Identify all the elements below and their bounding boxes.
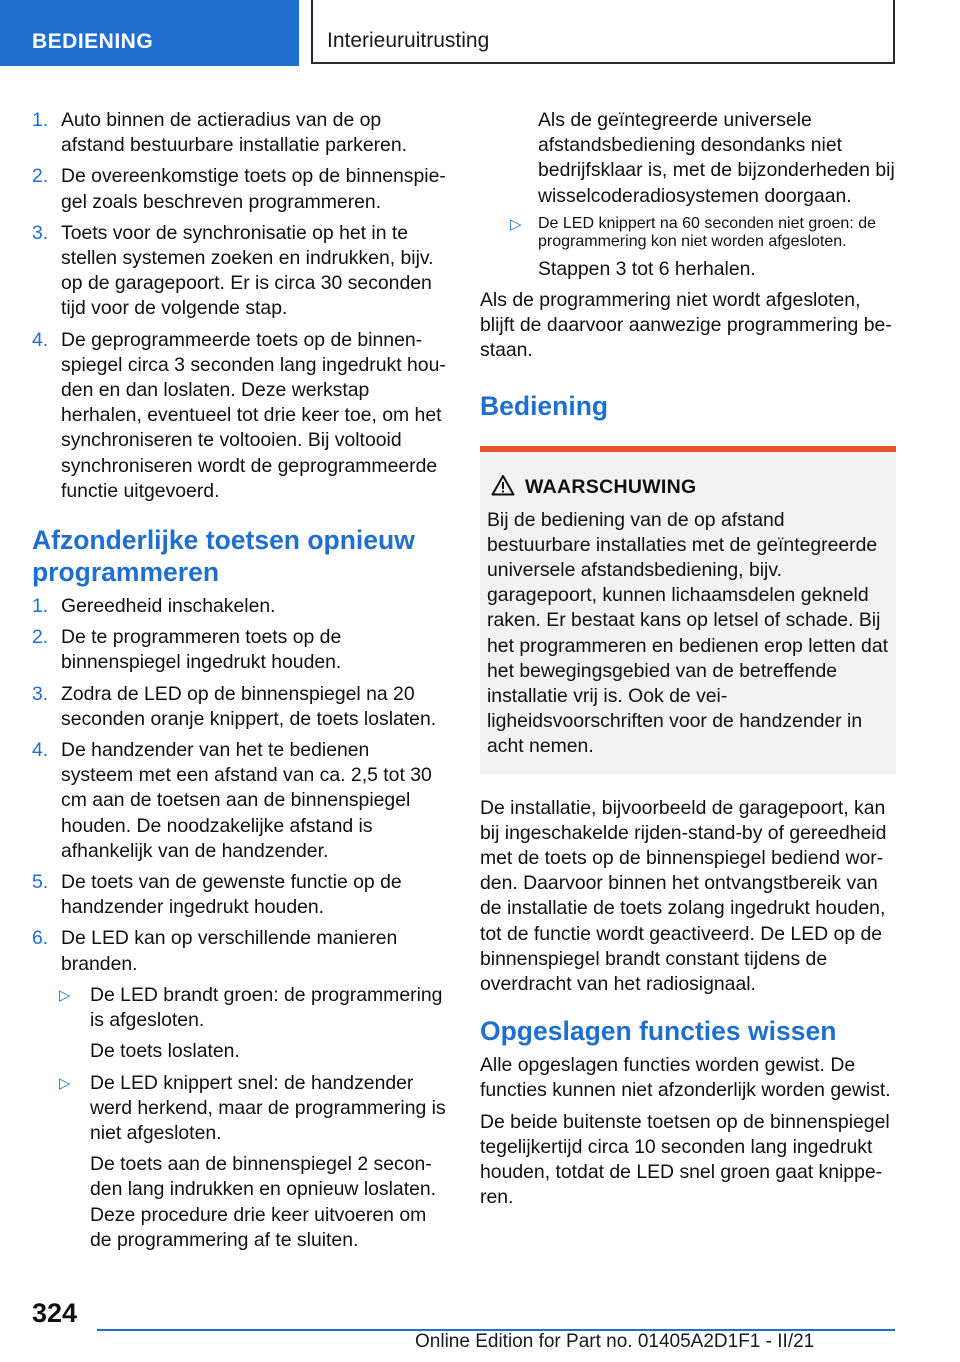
right-column	[480, 108, 896, 1217]
list-text: Zodra de LED op de binnenspiegel na 20 seconden oranje knippert, de toets loslaten.	[61, 682, 437, 730]
warning-triangle-icon	[491, 474, 515, 503]
list-item	[32, 738, 446, 864]
warning-title: WAARSCHUWING	[525, 475, 697, 498]
sub-list-item	[32, 1071, 446, 1147]
sub-list-text: De LED knippert na 60 seconden niet groen: de programmering kon niet worden afgesloten.	[538, 214, 877, 250]
sub-list-followup: De toets loslaten.	[90, 1040, 240, 1063]
list-item	[32, 926, 446, 976]
list-number: 1.	[32, 595, 49, 618]
list-number: 1.	[32, 109, 49, 131]
section-heading: Opgeslagen functies wissen	[480, 1016, 837, 1047]
sub-list-followup: De toets aan de binnenspiegel 2 seconden lang indrukken en opnieuw loslaten. Deze procedure drie keer uitvoeren om de programmering af te sluiten.	[90, 1153, 437, 1251]
section-heading: Afzonderlijke toetsen opnieuw programmeren	[32, 525, 415, 588]
sub-list-text: De LED brandt groen: de programmering is afgesloten.	[90, 983, 443, 1032]
page-number: 324	[32, 1298, 78, 1328]
list-item	[32, 108, 446, 158]
sub-list-item	[480, 215, 896, 251]
list-text: Auto binnen de actieradius van de op afstand bestuurbare installatie parkeren.	[61, 109, 408, 157]
warning-text: Bij de bediening van de op afstand bestuurbare installaties met de geïntegreerde universele afstandsbediening, bijv. garagepoort, kunnen lichaamsdelen gekneld raken. Er bestaat kans op letsel of schade. Bij het programmeren en bedienen erop letten dat het bewegingsgebied van de betreffende installatie vrij is. Ook de veiligheidsvoorschriften voor de handzender in acht nemen.	[487, 508, 889, 758]
list-item	[32, 594, 446, 619]
sub-list-followup: Stappen 3 tot 6 herhalen.	[538, 257, 756, 280]
list-text: De geprogrammeerde toets op de binnenspiegel circa 3 seconden lang ingedrukt houden en dan loslaten. Deze werkstap herhalen, eventueel tot drie keer toe, om het synchroniseren te voltooien. Bij voltooid synchroniseren wordt de geprogrammeerde functie uitgevoerd.	[61, 328, 446, 502]
list-number: 6.	[32, 927, 49, 950]
sub-list-item	[32, 983, 446, 1033]
list-item	[32, 164, 446, 214]
paragraph: De beide buitenste toetsen op de binnenspiegel tegelijkertijd circa 10 seconden lang ingedrukt houden, totdat de LED snel groen gaat knipperen.	[480, 1110, 890, 1209]
section-heading: Bediening	[480, 390, 609, 421]
list-item	[32, 682, 446, 732]
paragraph: De installatie, bijvoorbeeld de garagepoort, kan bij ingeschakelde rijden-stand-by of gereedheid met de toets op de binnenspiegel bediend worden. Daarvoor binnen het ontvangstbereik van de installatie de toets zolang ingedrukt houden, tot de functie wordt geactiveerd. De LED op de binnenspiegel brandt constant tijdens de overdracht van het radiosignaal.	[480, 796, 887, 996]
list-text: De te programmeren toets op de binnenspiegel ingedrukt houden.	[61, 626, 342, 674]
list-number: 3.	[32, 221, 49, 244]
list-item	[32, 221, 446, 322]
triangle-right-icon: ▷	[59, 1074, 71, 1092]
warning-box	[480, 446, 896, 774]
section-tab: BEDIENING	[0, 0, 299, 66]
list-item	[32, 328, 446, 504]
triangle-right-icon: ▷	[59, 986, 71, 1004]
sub-list-followup: Als de geïntegreerde universele afstandsbediening desondanks niet bedrijfsklaar is, met de bijzonderheden bij wisselcoderadiosystemen doorgaan.	[538, 109, 895, 207]
footer-edition: Online Edition for Part no. 01405A2D1F1 - II/21	[415, 1331, 815, 1352]
list-text: Gereedheid inschakelen.	[61, 595, 276, 618]
list-number: 4.	[32, 328, 49, 351]
list-text: De overeenkomstige toets op de binnenspiegel zoals beschreven programmeren.	[61, 165, 446, 213]
warning-header	[487, 474, 888, 500]
list-number: 5.	[32, 871, 49, 894]
sub-list-text: De LED knippert snel: de handzender werd herkend, maar de programmering is niet afgesloten.	[90, 1071, 446, 1144]
page-title: Interieuruitrusting	[311, 0, 895, 64]
triangle-right-icon: ▷	[510, 215, 522, 233]
list-number: 3.	[32, 682, 49, 705]
paragraph: Alle opgeslagen functies worden gewist. De functies kunnen niet afzonderlijk worden gewist.	[480, 1054, 891, 1102]
list-text: Toets voor de synchronisatie op het in te stellen systemen zoeken en indrukken, bijv. op de garagepoort. Er is circa 30 seconden tijd voor de volgende stap.	[61, 221, 434, 320]
list-number: 2.	[32, 165, 49, 188]
list-text: De handzender van het te bedienen systeem met een afstand van ca. 2,5 tot 30 cm aan de toetsen aan de binnenspiegel houden. De noodzakelijke afstand is afhankelijk van de handzender.	[61, 739, 432, 862]
list-number: 2.	[32, 626, 49, 649]
list-item	[32, 870, 446, 920]
list-number: 4.	[32, 739, 49, 762]
list-item	[32, 625, 446, 675]
list-text: De LED kan op verschillende manieren branden.	[61, 927, 398, 975]
left-column	[32, 108, 446, 1259]
list-text: De toets van de gewenste functie op de handzender ingedrukt houden.	[61, 871, 402, 919]
paragraph: Als de programmering niet wordt afgesloten, blijft de daarvoor aanwezige programmering bestaan.	[480, 289, 892, 362]
